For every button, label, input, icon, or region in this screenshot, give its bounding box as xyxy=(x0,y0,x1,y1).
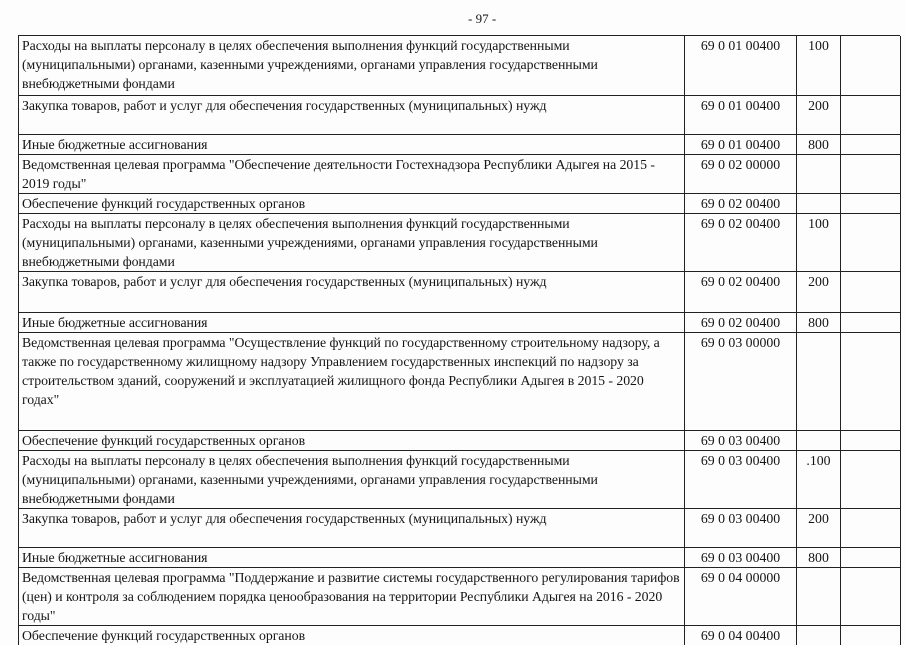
row-expense-type: 200 xyxy=(797,271,841,312)
row-amount-cell xyxy=(841,567,901,625)
row-description: Обеспечение функций государственных органов xyxy=(19,430,685,450)
row-expense-type: 100 xyxy=(797,213,841,271)
table-row xyxy=(19,193,901,213)
row-expense-type xyxy=(797,193,841,213)
row-expense-type xyxy=(797,430,841,450)
table-row xyxy=(19,547,901,567)
page-number: - 97 - xyxy=(468,11,497,26)
row-description: Закупка товаров, работ и услуг для обеспечения государственных (муниципальных) нужд xyxy=(19,508,685,547)
row-target-code: 69 0 01 00400 xyxy=(685,95,797,134)
row-expense-type: 800 xyxy=(797,547,841,567)
row-expense-type: .100 xyxy=(797,450,841,508)
row-description: Закупка товаров, работ и услуг для обеспечения государственных (муниципальных) нужд xyxy=(19,95,685,134)
row-target-code: 69 0 04 00400 xyxy=(685,625,797,645)
row-target-code: 69 0 01 00400 xyxy=(685,36,797,95)
row-expense-type: 200 xyxy=(797,95,841,134)
row-expense-type: 800 xyxy=(797,312,841,332)
row-target-code: 69 0 02 00000 xyxy=(685,154,797,193)
row-amount-cell xyxy=(841,547,901,567)
row-target-code: 69 0 02 00400 xyxy=(685,213,797,271)
row-description: Ведомственная целевая программа "Поддержание и развитие системы государственного регулирования тарифов (цен) и контроля за соблюдением порядка ценообразования на территории Республики Адыгея на 2016 - 2020 годы" xyxy=(19,567,685,625)
row-target-code: 69 0 02 00400 xyxy=(685,312,797,332)
row-target-code: 69 0 03 00400 xyxy=(685,430,797,450)
row-amount-cell xyxy=(841,332,901,430)
row-target-code: 69 0 03 00400 xyxy=(685,450,797,508)
row-amount-cell xyxy=(841,312,901,332)
row-amount-cell xyxy=(841,625,901,645)
row-expense-type xyxy=(797,332,841,430)
row-amount-cell xyxy=(841,193,901,213)
row-description: Расходы на выплаты персоналу в целях обеспечения выполнения функций государственными (муниципальными) органами, казенными учреждениями, органами управления государственными внебюджетными фондами xyxy=(19,213,685,271)
row-description: Обеспечение функций государственных органов xyxy=(19,193,685,213)
row-amount-cell xyxy=(841,430,901,450)
row-amount-cell xyxy=(841,95,901,134)
table-row xyxy=(19,36,901,95)
row-description: Иные бюджетные ассигнования xyxy=(19,547,685,567)
table-row xyxy=(19,312,901,332)
row-description: Ведомственная целевая программа "Осуществление функций по государственному строительному надзору, а также по государственному жилищному надзору Управлением государственных инспекций по надзору за строительством зданий, сооружений и эксплуатацией жилищного фонда Республики Адыгея в 2015 - 2020 годах" xyxy=(19,332,685,430)
table-row xyxy=(19,271,901,312)
row-expense-type xyxy=(797,154,841,193)
row-amount-cell xyxy=(841,134,901,154)
row-amount-cell xyxy=(841,508,901,547)
row-target-code: 69 0 03 00000 xyxy=(685,332,797,430)
table-row xyxy=(19,134,901,154)
row-target-code: 69 0 04 00000 xyxy=(685,567,797,625)
budget-table xyxy=(18,36,901,645)
table-row xyxy=(19,332,901,430)
row-amount-cell xyxy=(841,154,901,193)
table-row xyxy=(19,508,901,547)
table-row xyxy=(19,430,901,450)
row-target-code: 69 0 02 00400 xyxy=(685,271,797,312)
row-expense-type xyxy=(797,567,841,625)
row-target-code: 69 0 01 00400 xyxy=(685,134,797,154)
table-row xyxy=(19,95,901,134)
table-row xyxy=(19,625,901,645)
row-description: Ведомственная целевая программа "Обеспечение деятельности Гостехнадзора Республики Адыгея на 2015 - 2019 годы" xyxy=(19,154,685,193)
row-target-code: 69 0 03 00400 xyxy=(685,508,797,547)
row-description: Закупка товаров, работ и услуг для обеспечения государственных (муниципальных) нужд xyxy=(19,271,685,312)
table-row xyxy=(19,154,901,193)
row-amount-cell xyxy=(841,271,901,312)
row-description: Расходы на выплаты персоналу в целях обеспечения выполнения функций государственными (муниципальными) органами, казенными учреждениями, органами управления государственными внебюджетными фондами xyxy=(19,36,685,95)
row-expense-type: 800 xyxy=(797,134,841,154)
row-expense-type xyxy=(797,625,841,645)
row-target-code: 69 0 02 00400 xyxy=(685,193,797,213)
row-amount-cell xyxy=(841,36,901,95)
row-description: Иные бюджетные ассигнования xyxy=(19,312,685,332)
row-amount-cell xyxy=(841,450,901,508)
table-row xyxy=(19,567,901,625)
row-expense-type: 100 xyxy=(797,36,841,95)
row-description: Обеспечение функций государственных органов xyxy=(19,625,685,645)
table-row xyxy=(19,213,901,271)
row-expense-type: 200 xyxy=(797,508,841,547)
table-row xyxy=(19,450,901,508)
row-description: Расходы на выплаты персоналу в целях обеспечения выполнения функций государственными (муниципальными) органами, казенными учреждениями, органами управления государственными внебюджетными фондами xyxy=(19,450,685,508)
row-description: Иные бюджетные ассигнования xyxy=(19,134,685,154)
row-target-code: 69 0 03 00400 xyxy=(685,547,797,567)
row-amount-cell xyxy=(841,213,901,271)
